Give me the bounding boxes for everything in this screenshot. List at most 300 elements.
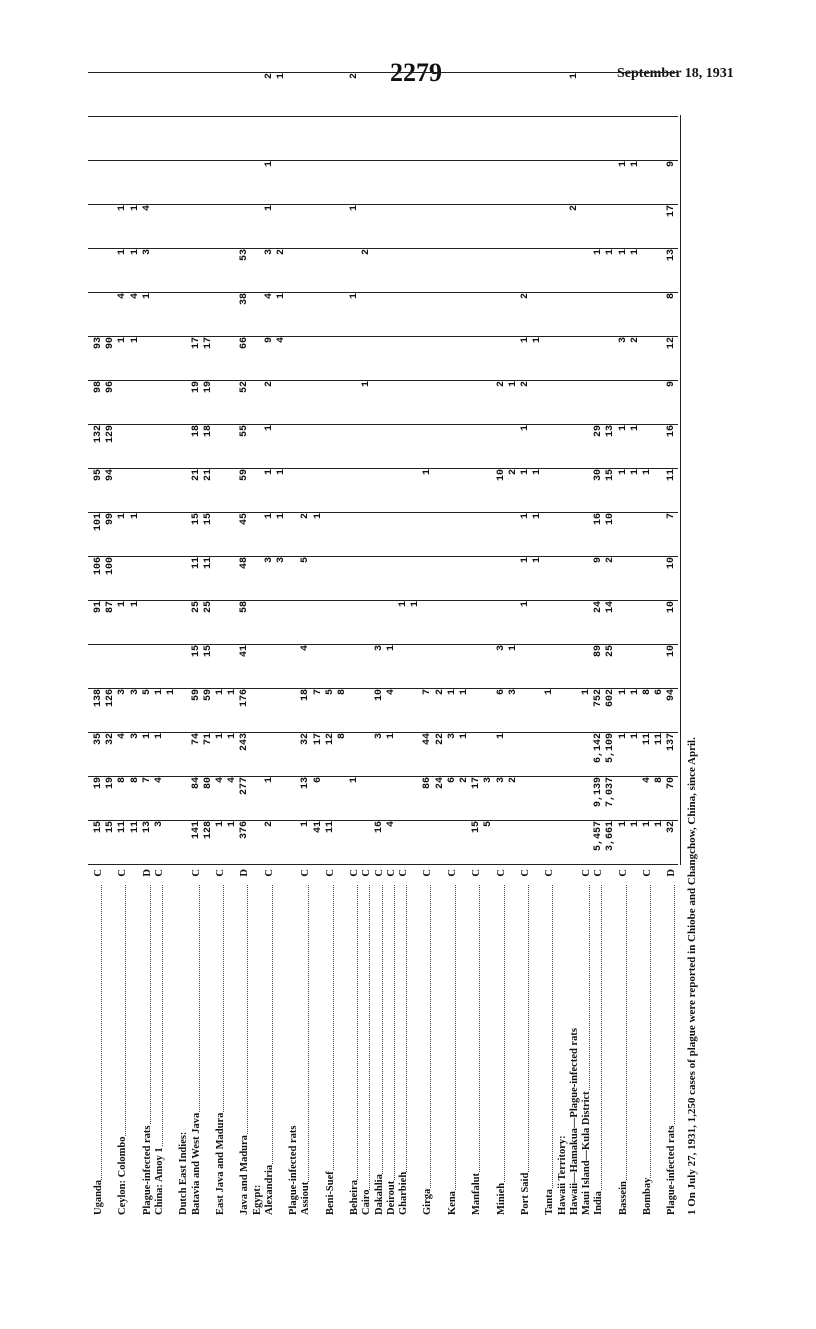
table-cell: 10: [495, 469, 507, 482]
table-cell: [531, 777, 544, 821]
table-cell: [519, 73, 532, 117]
table-cell: [519, 821, 532, 865]
row-label-text: Plague-infected rats: [141, 1125, 153, 1215]
table-cell: [629, 513, 642, 557]
table-cell: [202, 117, 215, 161]
table-cell: 1: [520, 601, 531, 608]
table-cell: [92, 73, 105, 117]
table-row: [141, 115, 154, 1215]
row-label: [397, 865, 410, 1215]
table-row: [617, 115, 630, 1215]
table-cell: [92, 249, 105, 293]
table-cell: [165, 601, 178, 645]
table-cell: [446, 205, 459, 249]
row-label: [568, 865, 581, 1215]
table-cell: [580, 249, 593, 293]
table-cell: [495, 425, 508, 469]
table-cell: [434, 73, 447, 117]
table-cell: 1: [532, 469, 544, 476]
leader-dots: [519, 885, 529, 1215]
table-cell: [336, 557, 349, 601]
table-cell: 2: [434, 689, 446, 696]
table-cell: 32: [666, 821, 678, 834]
table-cell: [373, 249, 386, 293]
table-cell: 9: [666, 161, 678, 168]
table-cell: [482, 733, 495, 777]
table-cell: [580, 821, 593, 865]
table-cell: [92, 161, 105, 205]
table-row: [336, 115, 349, 1215]
table-cell: [238, 205, 251, 249]
table-cell: [519, 117, 532, 161]
table-cell: [421, 161, 434, 205]
table-cell: 1: [117, 205, 129, 212]
table-cell: 3: [154, 821, 165, 828]
table-cell: 38: [239, 293, 251, 306]
table-cell: [421, 337, 434, 381]
table-cell: [446, 601, 459, 645]
table-cell: [214, 557, 227, 601]
case-death-code: D: [239, 869, 251, 877]
table-cell: 1: [617, 161, 629, 168]
table-cell: [495, 513, 508, 557]
case-death-code: C: [617, 869, 629, 877]
table-cell: 1: [617, 733, 629, 740]
table-cell: 94: [105, 469, 117, 482]
table-cell: 17: [202, 337, 214, 350]
table-cell: [116, 381, 129, 425]
table-cell: [446, 513, 459, 557]
table-cell: [165, 381, 178, 425]
table-cell: [373, 513, 386, 557]
table-cell: [409, 249, 422, 293]
table-cell: [409, 73, 422, 117]
table-cell: [409, 293, 422, 337]
leader-dots: [397, 885, 407, 1215]
table-cell: [226, 557, 239, 601]
table-cell: [141, 469, 154, 513]
table-cell: [434, 161, 447, 205]
table-cell: [409, 821, 422, 865]
table-row: [592, 115, 605, 1215]
table-cell: [373, 337, 386, 381]
leader-dots: [446, 885, 456, 1215]
table-cell: 1: [385, 733, 397, 740]
table-cell: [446, 425, 459, 469]
row-label-text: Bombay: [642, 1177, 653, 1215]
table-cell: [214, 293, 227, 337]
table-cell: 3: [263, 557, 275, 564]
table-cell: [421, 205, 434, 249]
table-cell: 15: [190, 513, 202, 526]
table-cell: 243: [239, 733, 251, 752]
table-cell: [238, 73, 251, 117]
table-cell: 48: [239, 557, 251, 570]
leader-dots: [617, 885, 627, 1215]
table-cell: [373, 381, 386, 425]
table-cell: [226, 469, 239, 513]
table-cell: [385, 425, 398, 469]
table-cell: [580, 469, 593, 513]
table-cell: 29: [593, 425, 605, 438]
table-cell: [385, 777, 398, 821]
table-cell: 1: [154, 733, 165, 740]
table-cell: 1: [629, 161, 641, 168]
table-cell: [214, 117, 227, 161]
table-cell: 1: [129, 337, 141, 344]
leader-dots: [543, 885, 556, 1215]
table-cell: [165, 337, 178, 381]
row-label-text: Manfalut: [471, 1173, 483, 1215]
table-cell: 1: [398, 601, 409, 608]
table-cell: [629, 777, 642, 821]
table-cell: [360, 689, 373, 733]
table-cell: [495, 249, 508, 293]
table-cell: [543, 293, 556, 337]
table-cell: 7: [312, 689, 324, 696]
row-label-text: Hawaii—Hamakua—Plague-infected rats: [568, 1028, 580, 1215]
table-cell: 2: [361, 249, 373, 256]
table-cell: [482, 689, 495, 733]
table-cell: 1: [642, 469, 653, 476]
table-cell: [104, 117, 117, 161]
table-cell: [324, 557, 337, 601]
table-cell: [543, 249, 556, 293]
table-cell: [592, 205, 605, 249]
footnote: 1 On July 27, 1931, 1,250 cases of plague were reported in Chiobe and Changchow, China, since April.: [686, 737, 698, 1215]
table-cell: 35: [93, 733, 104, 746]
table-cell: [617, 381, 630, 425]
table-cell: 3: [117, 689, 129, 696]
table-cell: 32: [105, 733, 117, 746]
table-cell: [275, 645, 288, 689]
row-label: [519, 865, 532, 1215]
table-cell: 80: [202, 777, 214, 790]
table-cell: [458, 557, 471, 601]
table-cell: 2: [605, 557, 617, 564]
row-label: [421, 865, 434, 1215]
table-cell: [482, 469, 495, 513]
table-cell: [568, 249, 581, 293]
table-cell: [263, 645, 276, 689]
table-cell: [495, 73, 508, 117]
table-cell: [165, 293, 178, 337]
table-cell: [434, 381, 447, 425]
table-cell: [641, 73, 654, 117]
table-cell: [214, 601, 227, 645]
leader-dots: [641, 885, 651, 1215]
table-cell: [446, 469, 459, 513]
table-cell: [458, 601, 471, 645]
table-cell: 1: [605, 249, 617, 256]
table-cell: [543, 601, 556, 645]
table-row: [507, 115, 520, 1215]
table-cell: [360, 117, 373, 161]
table-cell: 4: [117, 733, 129, 740]
table-cell: [263, 117, 276, 161]
table-cell: 17: [312, 733, 324, 746]
table-cell: [165, 469, 178, 513]
table-cell: 17: [190, 337, 202, 350]
table-cell: [653, 645, 666, 689]
table-cell: [580, 293, 593, 337]
table-cell: [458, 513, 471, 557]
table-cell: [495, 117, 508, 161]
leader-dots: [385, 885, 395, 1215]
table-cell: 21: [190, 469, 202, 482]
table-cell: [360, 425, 373, 469]
table-cell: [580, 513, 593, 557]
table-cell: 10: [373, 689, 385, 702]
row-label-text: Batavia and West Java: [190, 1112, 202, 1215]
table-cell: [397, 821, 410, 865]
table-cell: 2: [300, 513, 312, 520]
table-cell: [641, 249, 654, 293]
table-cell: [421, 425, 434, 469]
table-cell: [165, 161, 178, 205]
table-cell: 3: [507, 689, 519, 696]
table-cell: [531, 249, 544, 293]
table-cell: [653, 469, 666, 513]
table-cell: [580, 733, 593, 777]
table-cell: [360, 601, 373, 645]
table-cell: [604, 205, 617, 249]
table-cell: [275, 777, 288, 821]
table-cell: 10: [666, 601, 678, 614]
table-cell: [312, 73, 325, 117]
table-cell: 89: [593, 645, 605, 658]
table-cell: 126: [105, 689, 117, 708]
table-cell: [482, 117, 495, 161]
case-death-code: C: [215, 869, 226, 877]
table-row: [531, 115, 544, 1215]
table-cell: [641, 337, 654, 381]
table-cell: 1: [507, 645, 519, 652]
table-cell: [409, 777, 422, 821]
table-cell: [397, 337, 410, 381]
table-cell: 2: [263, 73, 275, 80]
table-cell: [531, 601, 544, 645]
table-cell: [580, 205, 593, 249]
table-cell: [617, 645, 630, 689]
table-cell: 1: [141, 733, 153, 740]
table-cell: [446, 337, 459, 381]
table-row: [129, 115, 142, 1215]
table-cell: [165, 249, 178, 293]
table-cell: [202, 161, 215, 205]
table-row: [495, 115, 508, 1215]
table-cell: [434, 205, 447, 249]
table-cell: [165, 821, 178, 865]
table-cell: [226, 381, 239, 425]
table-row: [324, 115, 337, 1215]
table-cell: [104, 293, 117, 337]
table-cell: [275, 381, 288, 425]
table-cell: [116, 557, 129, 601]
row-label: [385, 865, 398, 1215]
table-cell: [519, 689, 532, 733]
table-row: [312, 115, 325, 1215]
table-cell: [153, 469, 166, 513]
table-cell: 1: [215, 733, 226, 740]
table-cell: [324, 205, 337, 249]
table-cell: 6,142: [593, 733, 605, 764]
table-cell: [641, 645, 654, 689]
table-cell: [275, 425, 288, 469]
table-cell: 1: [227, 821, 239, 828]
table-cell: [299, 161, 312, 205]
table-cell: [238, 161, 251, 205]
table-cell: 1: [617, 469, 629, 476]
table-cell: 1: [654, 821, 666, 828]
table-cell: [617, 117, 630, 161]
table-cell: 93: [93, 337, 104, 350]
table-cell: [336, 821, 349, 865]
table-cell: [482, 293, 495, 337]
table-row: [665, 115, 678, 1215]
table-cell: [226, 293, 239, 337]
table-cell: 22: [434, 733, 446, 746]
case-death-code: D: [141, 869, 153, 877]
table-cell: [531, 821, 544, 865]
table-row: [360, 115, 373, 1215]
table-cell: 15: [190, 645, 202, 658]
table-cell: [458, 117, 471, 161]
table-cell: 4: [263, 293, 275, 300]
table-cell: 90: [105, 337, 117, 350]
table-cell: [446, 117, 459, 161]
row-label: [373, 865, 386, 1215]
table-cell: 1: [459, 733, 470, 740]
table-cell: [360, 161, 373, 205]
table-cell: [580, 337, 593, 381]
table-cell: 25: [190, 601, 202, 614]
row-label-text: Egypt:: [251, 1184, 263, 1215]
table-row: [165, 115, 178, 1215]
table-row: [482, 115, 495, 1215]
table-cell: [495, 161, 508, 205]
table-cell: [324, 469, 337, 513]
table-cell: [507, 821, 520, 865]
table-cell: 5: [141, 689, 153, 696]
table-cell: [409, 557, 422, 601]
table-cell: 55: [239, 425, 251, 438]
table-cell: 17: [666, 205, 678, 218]
table-cell: [653, 73, 666, 117]
table-cell: [299, 381, 312, 425]
table-cell: [141, 601, 154, 645]
table-cell: [226, 161, 239, 205]
table-cell: [324, 513, 337, 557]
table-cell: [507, 425, 520, 469]
table-cell: [604, 337, 617, 381]
table-cell: 14: [605, 601, 617, 614]
table-cell: [592, 117, 605, 161]
table-cell: [641, 293, 654, 337]
table-cell: [263, 733, 276, 777]
table-cell: 2: [276, 249, 287, 256]
table-cell: [348, 513, 361, 557]
table-cell: [470, 733, 483, 777]
table-cell: 1: [520, 557, 531, 564]
table-cell: [336, 601, 349, 645]
table-cell: 1: [349, 777, 361, 784]
table-cell: [629, 557, 642, 601]
table-cell: [153, 601, 166, 645]
case-death-code: C: [361, 869, 373, 877]
table-cell: 1: [617, 249, 629, 256]
table-cell: [531, 689, 544, 733]
table-cell: [458, 73, 471, 117]
table-cell: [617, 513, 630, 557]
table-cell: [336, 117, 349, 161]
table-cell: [202, 205, 215, 249]
table-cell: [129, 73, 142, 117]
table-cell: [434, 117, 447, 161]
table-cell: 53: [239, 249, 251, 262]
table-cell: 18: [300, 689, 312, 702]
table-row: [641, 115, 654, 1215]
table-cell: 98: [93, 381, 104, 394]
table-cell: [360, 293, 373, 337]
table-cell: [226, 73, 239, 117]
table-cell: [507, 733, 520, 777]
table-cell: [531, 117, 544, 161]
table-cell: 5: [300, 557, 312, 564]
table-row: [458, 115, 471, 1215]
case-death-code: C: [385, 869, 397, 877]
table-cell: [409, 161, 422, 205]
table-row: [275, 73, 288, 1215]
table-cell: [299, 425, 312, 469]
table-cell: [458, 249, 471, 293]
table-cell: [92, 117, 105, 161]
table-cell: 3: [495, 777, 507, 784]
table-cell: [519, 249, 532, 293]
table-cell: [470, 337, 483, 381]
table-cell: [275, 205, 288, 249]
table-cell: [458, 381, 471, 425]
row-label-text: China: Amoy 1: [154, 1147, 165, 1215]
case-death-code: C: [544, 869, 556, 877]
table-cell: 1: [422, 469, 434, 476]
table-cell: 3: [141, 249, 153, 256]
table-cell: 87: [105, 601, 117, 614]
table-cell: 1: [263, 205, 275, 212]
table-cell: [153, 645, 166, 689]
table-cell: [397, 161, 410, 205]
table-cell: 3: [263, 249, 275, 256]
table-row: [263, 73, 276, 1215]
case-death-code: C: [300, 869, 312, 877]
table-cell: [543, 777, 556, 821]
table-cell: 1: [459, 689, 470, 696]
table-cell: [397, 117, 410, 161]
table-cell: 1: [520, 337, 531, 344]
table-cell: 15: [471, 821, 483, 834]
table-row: [409, 115, 422, 1215]
table-cell: [141, 73, 154, 117]
table-cell: [665, 117, 678, 161]
table-cell: [324, 293, 337, 337]
table-cell: [360, 557, 373, 601]
table-cell: [348, 249, 361, 293]
table-cell: 3: [483, 777, 495, 784]
table-cell: 15: [202, 513, 214, 526]
table-cell: [507, 513, 520, 557]
table-cell: [397, 205, 410, 249]
table-cell: [214, 249, 227, 293]
